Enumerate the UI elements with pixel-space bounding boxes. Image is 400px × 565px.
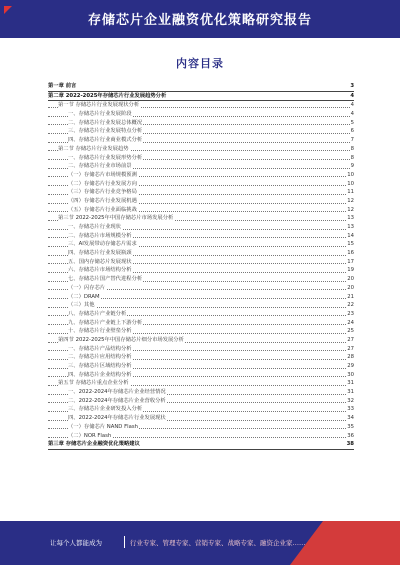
toc-entry[interactable] xyxy=(48,197,354,206)
toc-entry-page: 21 xyxy=(347,293,354,300)
toc-entry-title: 第二节 存储芯片行业发展趋势 xyxy=(58,145,129,152)
toc-entry[interactable] xyxy=(48,101,354,110)
toc-entry-title: 一、存储芯片行业发展阶段 xyxy=(68,111,132,118)
toc-entry-title: 第三节 2022-2025年中国存储芯片市场发展分析 xyxy=(58,215,174,222)
toc-entry-page: 22 xyxy=(347,302,354,309)
toc-entry[interactable] xyxy=(48,397,354,406)
toc-entry-title: 第二章 2022-2025年存储芯片行业发展趋势分析 xyxy=(48,92,167,99)
toc-entry-page: 4 xyxy=(350,111,354,118)
toc-entry[interactable] xyxy=(48,82,354,92)
toc-entry-page: 35 xyxy=(347,423,354,430)
toc-entry[interactable] xyxy=(48,206,354,215)
toc-entry-title: 二、2022-2024年存储芯片企业营收分析 xyxy=(68,397,166,404)
toc-entry[interactable] xyxy=(48,154,354,163)
toc-entry-title: 一、存储芯片行业现状 xyxy=(68,224,121,230)
toc-entry[interactable] xyxy=(48,162,354,171)
toc-heading: 内容目录 xyxy=(176,57,224,70)
table-of-contents xyxy=(48,82,354,450)
toc-entry-title: 三、存储芯片企业研发投入分析 xyxy=(68,406,143,413)
toc-entry[interactable] xyxy=(48,119,354,128)
toc-entry-title: 二、存储芯片市场规模分析 xyxy=(68,232,132,239)
toc-entry-title: （一）存储芯片市场规模预测 xyxy=(68,171,137,178)
toc-entry-page: 31 xyxy=(347,380,354,387)
toc-entry-page: 38 xyxy=(346,441,354,448)
toc-entry[interactable] xyxy=(48,336,354,345)
toc-entry-page: 19 xyxy=(347,267,354,274)
toc-entry-page: 9 xyxy=(350,163,354,170)
footer-tagline: 行业专家、管理专家、营销专家、战略专家、融资企业家…… xyxy=(130,539,306,547)
toc-entry[interactable] xyxy=(48,92,354,102)
toc-entry-page: 27 xyxy=(347,336,354,343)
toc-entry[interactable] xyxy=(48,353,354,362)
toc-entry[interactable] xyxy=(48,293,354,302)
toc-entry[interactable] xyxy=(48,327,354,336)
toc-entry[interactable] xyxy=(48,188,354,197)
toc-entry-page: 10 xyxy=(347,171,354,178)
toc-entry-page: 8 xyxy=(350,154,354,161)
toc-entry-title: （一）存储芯片 NAND Flash xyxy=(68,423,138,430)
toc-entry-title: 一、存储芯片行业发展形势分析 xyxy=(68,154,143,161)
toc-entry-title: 第一节 存储芯片行业发展现状分析 xyxy=(58,102,140,109)
document-title: 存储芯片企业融资优化策略研究报告 xyxy=(87,13,312,28)
toc-entry[interactable] xyxy=(48,371,354,380)
toc-entry-page: 14 xyxy=(347,232,354,239)
toc-entry-page: 31 xyxy=(347,389,354,396)
toc-entry[interactable] xyxy=(48,223,354,232)
toc-entry[interactable] xyxy=(48,127,354,136)
toc-entry-title: （二）DRAM xyxy=(68,293,100,300)
toc-entry-title: 二、存储芯片行业市场前景 xyxy=(68,163,132,170)
footer-slogan: 让每个人都能成为 xyxy=(50,539,102,547)
toc-entry-title: 六、存储芯片市场结构分析 xyxy=(68,267,132,274)
toc-entry-page: 3 xyxy=(350,83,354,89)
toc-entry-page: 34 xyxy=(347,415,354,422)
toc-entry-title: 十、存储芯片行业壁垒分析 xyxy=(68,328,132,335)
toc-entry-page: 28 xyxy=(347,354,354,361)
toc-entry[interactable] xyxy=(48,275,354,284)
toc-entry[interactable] xyxy=(48,136,354,145)
toc-entry-title: 四、存储芯片行业发展瓶颈 xyxy=(68,250,132,257)
toc-entry-page: 11 xyxy=(347,189,354,196)
toc-entry-title: 三、存储芯片区域结构分析 xyxy=(68,363,132,369)
toc-entry-page: 36 xyxy=(347,432,354,439)
toc-entry-page: 20 xyxy=(347,284,354,291)
toc-entry[interactable] xyxy=(48,258,354,267)
toc-entry-title: 三、存储芯片行业发展特点分析 xyxy=(68,128,143,135)
toc-entry[interactable] xyxy=(48,388,354,397)
toc-entry-page: 20 xyxy=(347,276,354,283)
toc-entry[interactable] xyxy=(48,345,354,354)
toc-entry-page: 7 xyxy=(350,137,354,144)
toc-entry[interactable] xyxy=(48,301,354,310)
toc-entry-title: （三）其他 xyxy=(68,302,95,309)
toc-entry[interactable] xyxy=(48,405,354,414)
toc-entry-page: 5 xyxy=(350,119,354,126)
toc-entry-page: 13 xyxy=(347,224,354,230)
toc-entry-title: （四）存储芯片行业发展机遇 xyxy=(68,197,137,204)
toc-entry-page: 8 xyxy=(350,145,354,152)
toc-entry-page: 23 xyxy=(347,310,354,317)
toc-entry-title: （一）闪存芯片 xyxy=(68,284,106,291)
toc-entry-page: 13 xyxy=(347,215,354,222)
toc-entry-title: 二、存储芯片行业发展总体概况 xyxy=(68,119,143,126)
toc-entry-title: （二）存储芯片行业发展方向 xyxy=(68,180,137,187)
toc-entry[interactable] xyxy=(48,171,354,180)
toc-entry[interactable] xyxy=(48,249,354,258)
header-bar xyxy=(0,0,400,38)
toc-entry[interactable] xyxy=(48,310,354,319)
toc-entry[interactable] xyxy=(48,379,354,388)
toc-entry[interactable] xyxy=(48,214,354,223)
toc-entry[interactable] xyxy=(48,432,354,441)
toc-entry-page: 15 xyxy=(347,241,354,248)
toc-entry-title: 一、存储芯片产品结构分析 xyxy=(68,345,132,352)
toc-entry-page: 16 xyxy=(347,250,354,257)
toc-entry[interactable] xyxy=(48,266,354,275)
toc-entry-title: 第三章 存储芯片企业融资优化策略建议 xyxy=(48,441,140,448)
toc-entry[interactable] xyxy=(48,414,354,423)
toc-entry[interactable] xyxy=(48,362,354,371)
toc-entry-title: 一、2022-2024年存储芯片企业经营情况 xyxy=(68,389,166,396)
toc-entry[interactable] xyxy=(48,180,354,189)
toc-entry-page: 6 xyxy=(350,128,354,135)
toc-entry[interactable] xyxy=(48,240,354,249)
toc-entry[interactable] xyxy=(48,110,354,119)
toc-entry[interactable] xyxy=(48,423,354,432)
toc-entry-title: 三、AI发展带动存储芯片需求 xyxy=(68,241,137,248)
toc-entry-title: 四、2022-2024年存储芯片行业发展现状 xyxy=(68,415,166,422)
toc-entry-title: 第五节 存储芯片重点企业分析 xyxy=(58,380,129,387)
toc-entry[interactable] xyxy=(48,284,354,293)
toc-entry-page: 29 xyxy=(347,363,354,369)
toc-entry-title: （五）存储芯片行业面临挑战 xyxy=(68,206,137,213)
toc-entry-title: 九、存储芯片产业链上下游分析 xyxy=(68,319,143,326)
toc-entry-page: 25 xyxy=(347,328,354,335)
toc-entry-page: 10 xyxy=(347,180,354,187)
toc-entry-title: 二、存储芯片应用结构分析 xyxy=(68,354,132,361)
toc-entry[interactable] xyxy=(48,440,354,450)
toc-entry-title: 七、存储芯片国产替代进程分析 xyxy=(68,276,143,283)
toc-entry-title: （三）存储芯片行业竞争格局 xyxy=(68,189,137,196)
toc-entry-page: 12 xyxy=(347,197,354,204)
toc-entry-page: 30 xyxy=(347,371,354,378)
toc-entry-page: 17 xyxy=(347,258,354,265)
toc-entry[interactable] xyxy=(48,232,354,241)
toc-entry[interactable] xyxy=(48,319,354,328)
toc-entry-page: 4 xyxy=(350,92,354,99)
toc-entry-title: 第一章 前言 xyxy=(48,83,77,89)
toc-entry-page: 27 xyxy=(347,345,354,352)
toc-entry[interactable] xyxy=(48,145,354,154)
toc-entry-title: 四、存储芯片行业商业模式分析 xyxy=(68,137,143,144)
toc-entry-title: 八、存储芯片产业链分析 xyxy=(68,310,127,317)
toc-entry-title: 第四节 2022-2025年中国存储芯片细分市场发展分析 xyxy=(58,336,184,343)
toc-entry-page: 24 xyxy=(347,319,354,326)
footer-divider xyxy=(124,536,125,548)
toc-entry-title: 四、存储芯片企业结构分析 xyxy=(68,371,132,378)
toc-entry-title: （二）NOR Flash xyxy=(68,432,112,439)
toc-entry-page: 32 xyxy=(347,397,354,404)
toc-entry-page: 4 xyxy=(350,102,354,109)
toc-entry-page: 33 xyxy=(347,406,354,413)
toc-entry-page: 12 xyxy=(347,206,354,213)
toc-entry-title: 五、国内存储芯片发展现状 xyxy=(68,258,132,265)
